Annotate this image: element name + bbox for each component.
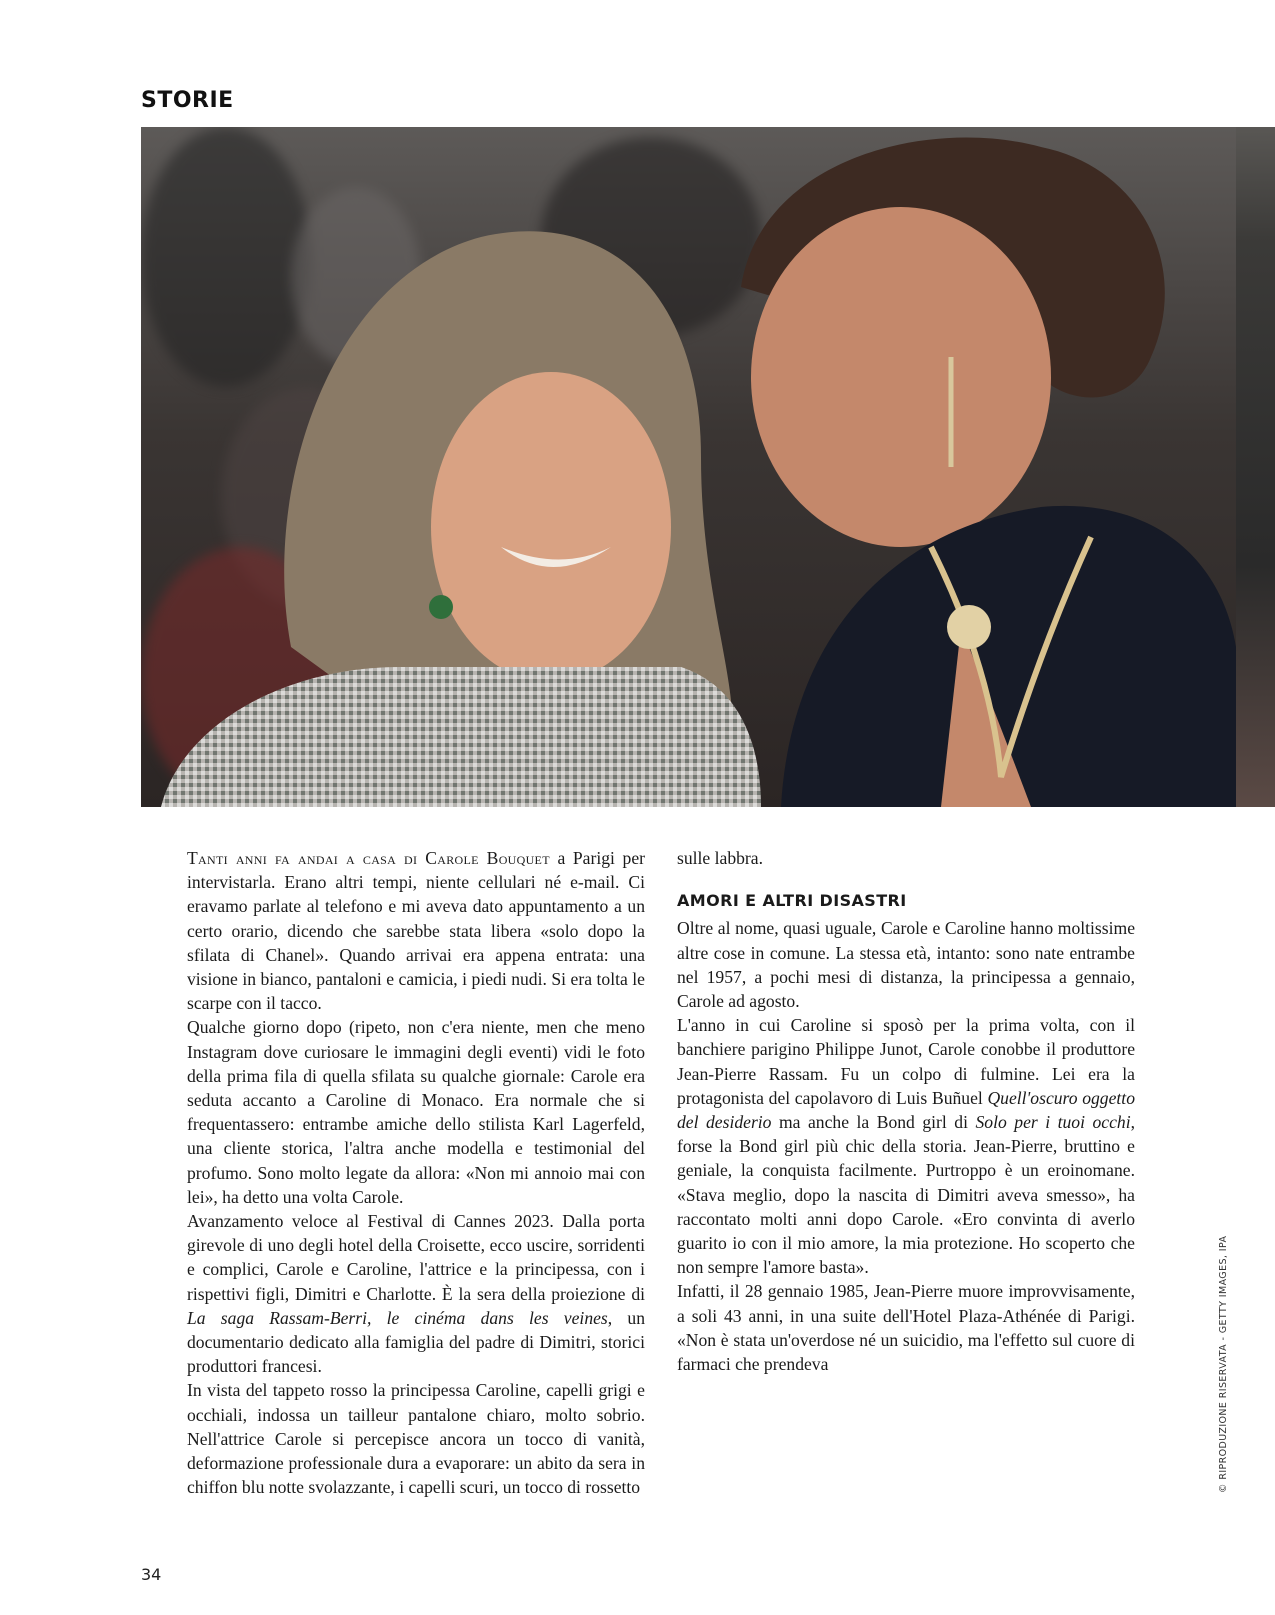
paragraph xyxy=(187,1209,645,1378)
paragraph-continued: sulle labbra. xyxy=(677,848,763,868)
section-label: STORIE xyxy=(141,88,234,113)
photo-credit: © RIPRODUZIONE RISERVATA - GETTY IMAGES, IPA xyxy=(1218,1235,1229,1493)
paragraph xyxy=(677,1013,1135,1279)
page-number: 34 xyxy=(141,1565,162,1584)
paragraph-text: ma anche la Bond girl di xyxy=(771,1112,976,1133)
paragraph-text: , forse la Bond girl più chic della storia. Jean-Pierre, bruttino e geniale, la conquista facilmente. Purtroppo è un eroinomane. «Stava meglio, dopo la nascita di Dimitri aveva smesso», ha raccontato molti anni dopo Carole. «Ero convinta di averlo guarito io con il mio amore, la mia protezione. Ho scoperto che non sempre l'amore basta». xyxy=(677,1112,1136,1278)
film-title: Quell'oscuro oggetto del desiderio xyxy=(677,1087,1135,1133)
lead-in: Tanti anni fa andai a casa di Carole Bouquet xyxy=(187,848,550,868)
paragraph-text: Avanzamento veloce al Festival di Cannes 2023. Dalla porta girevole di uno degli hotel della Croisette, ecco uscire, sorridenti e complici, Carole e Caroline, l'attrice e la principessa, con i rispettivi figli, Dimitri e Charlotte. È la sera della proiezione di xyxy=(187,1211,645,1304)
photo-edge-strip xyxy=(1236,127,1275,807)
paragraph-text: , un documentario dedicato alla famiglia del padre di Dimitri, storici produttori francesi. xyxy=(187,1307,645,1377)
film-title: Solo per i tuoi occhi xyxy=(975,1112,1131,1133)
article-column-left xyxy=(187,846,645,1499)
paragraph: Infatti, il 28 gennaio 1985, Jean-Pierre muore improvvisamente, a soli 43 anni, in una suite dell'Hotel Plaza-Athénée di Parigi. «Non è stata un'overdose né un suicidio, ma l'effetto sul cuore di farmaci che prendeva xyxy=(677,1281,1135,1375)
article-photo xyxy=(141,127,1275,807)
film-title: La saga Rassam-Berri, le cinéma dans les veines xyxy=(187,1307,608,1328)
paragraph-text: L'anno in cui Caroline si sposò per la prima volta, con il banchiere parigino Philippe Junot, Carole conobbe il produttore Jean-Pierre Rassam. Fu un colpo di fulmine. Lei era la protagonista del capolavoro di Luis Buñuel xyxy=(677,1015,1135,1108)
paragraph-text: a Parigi per intervistarla. Erano altri tempi, niente cellulari né e-mail. Ci eravamo parlate al telefono e mi aveva dato appuntamento a un certo orario, dicendo che sarebbe stata libera «solo dopo la sfilata di Chanel». Quando arrivai era appena entrata: una visione in bianco, pantaloni e camicia, i piedi nudi. Si era tolta le scarpe con il tacco. xyxy=(187,848,645,1014)
paragraph: Oltre al nome, quasi uguale, Carole e Caroline hanno moltissime altre cose in comune. La stessa età, intanto: sono nate entrambe nel 1957, a pochi mesi di distanza, la principessa a gennaio, Carole ad agosto. xyxy=(677,918,1135,1012)
photo-subjects xyxy=(141,127,1275,807)
subheading: AMORI E ALTRI DISASTRI xyxy=(677,891,907,911)
paragraph: In vista del tappeto rosso la principessa Caroline, capelli grigi e occhiali, indossa un tailleur pantalone chiaro, molto sobrio. Nell'attrice Carole si percepisce ancora un tocco di vanità, deformazione professionale dura a evaporare: un abito da sera in chiffon blu notte svolazzante, i capelli scuri, un tocco di rossetto xyxy=(187,1380,645,1498)
article-column-right xyxy=(677,846,1135,1376)
paragraph: Qualche giorno dopo (ripeto, non c'era niente, men che meno Instagram dove curiosare le immagini degli eventi) vidi le foto della prima fila di quella sfilata su qualche giornale: Carole era seduta accanto a Caroline di Monaco. Era normale che si frequentassero: entrambe amiche dello stilista Karl Lagerfeld, una cliente storica, l'altra anche modella e testimonial del profumo. Sono molto legate da allora: «Non mi annoio mai con lei», ha detto una volta Carole. xyxy=(187,1017,645,1207)
paragraph xyxy=(187,846,645,1015)
